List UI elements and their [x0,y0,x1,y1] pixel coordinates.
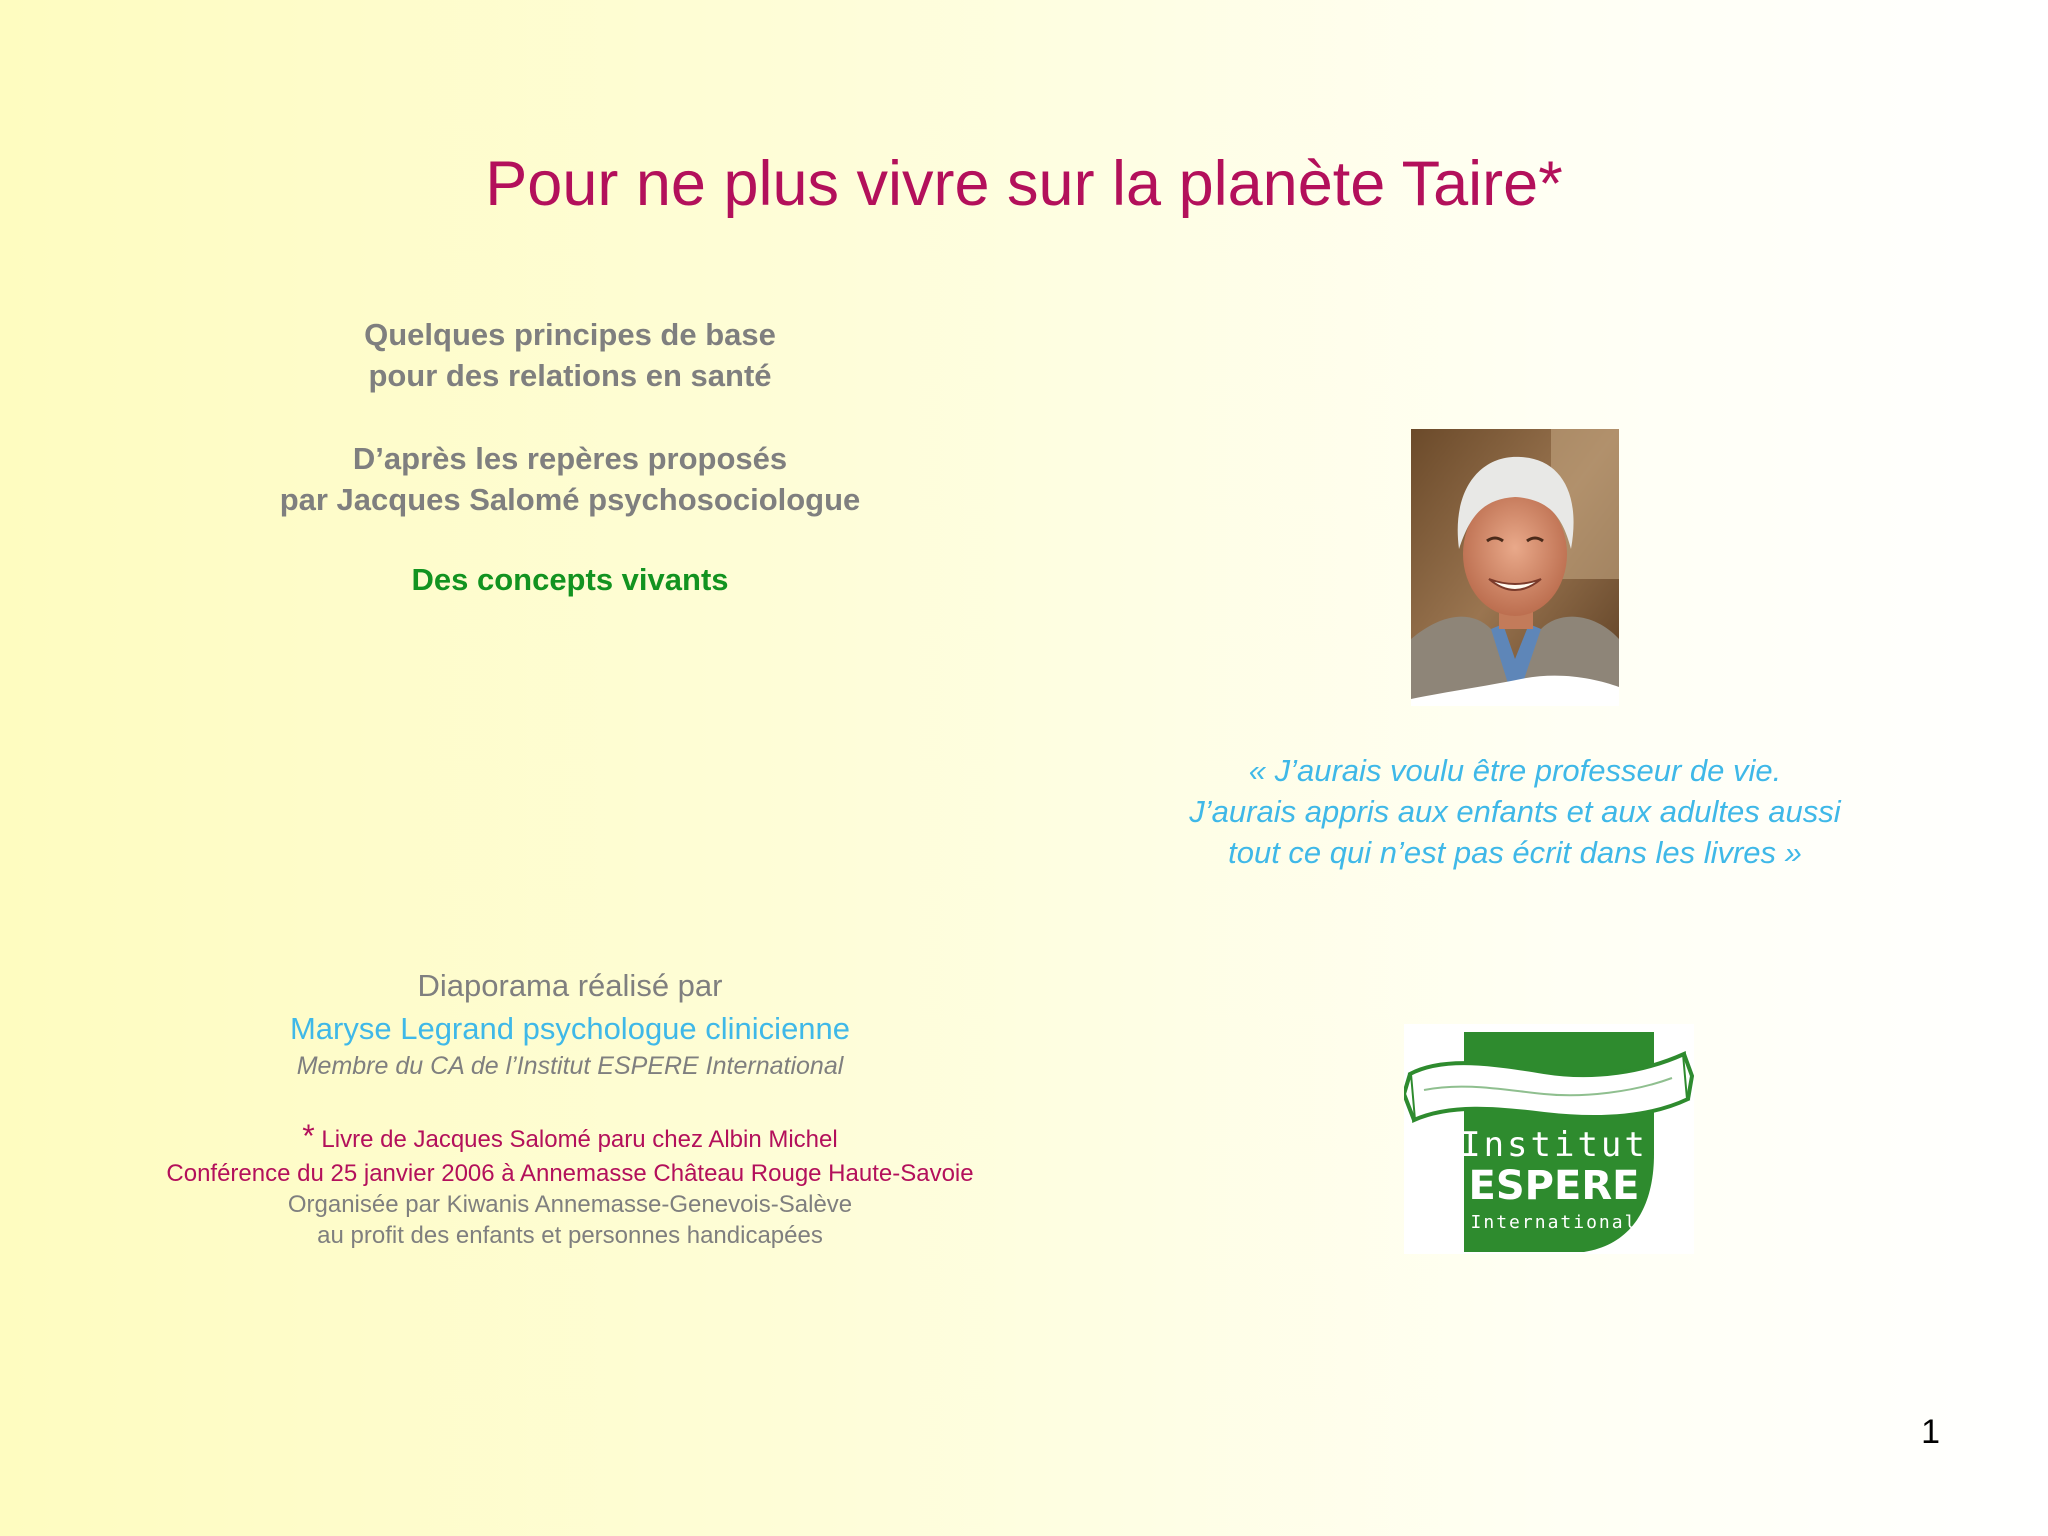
intro-line-1: Quelques principes de base [364,317,776,352]
portrait-photo [1411,429,1619,706]
footnote-beneficiary: au profit des enfants et personnes handicapées [317,1222,823,1249]
quote-line-1: « J’aurais voulu être professeur de vie. [1248,753,1782,788]
credit-label: Diaporama réalisé par [417,968,723,1003]
author-role: Membre du CA de l’Institut ESPERE International [296,1052,844,1080]
footnote-conference: Conférence du 25 janvier 2006 à Annemasse Château Rouge Haute-Savoie [166,1160,974,1187]
slide-title: Pour ne plus vivre sur la planète Taire* [485,149,1563,219]
author-name: Maryse Legrand psychologue clinicienne [289,1011,851,1046]
footnote-book [100,1118,1040,1155]
logo-line-3: International [1470,1212,1638,1233]
intro-line-4: par Jacques Salomé psychosociologue [279,482,861,517]
quote [1100,750,1930,873]
quote-line-3: tout ce qui n’est pas écrit dans les livres » [1228,835,1802,870]
page-number: 1 [1921,1413,1940,1451]
intro-principles [170,314,970,396]
concepts-heading: Des concepts vivants [411,562,729,597]
footnote-book-text: Livre de Jacques Salomé paru chez Albin Michel [321,1126,838,1153]
logo-line-1: Institut [1460,1125,1648,1165]
intro-line-3: D’après les repères proposés [352,441,788,476]
logo-line-2: ESPERE [1468,1163,1640,1209]
quote-line-2: J’aurais appris aux enfants et aux adultes aussi [1189,794,1841,829]
intro-line-2: pour des relations en santé [368,358,772,393]
intro-source [170,438,970,520]
footnote-organizer: Organisée par Kiwanis Annemasse-Genevois-Salève [287,1191,853,1218]
footnote-star: * [302,1118,315,1154]
espere-logo [1404,1024,1694,1254]
